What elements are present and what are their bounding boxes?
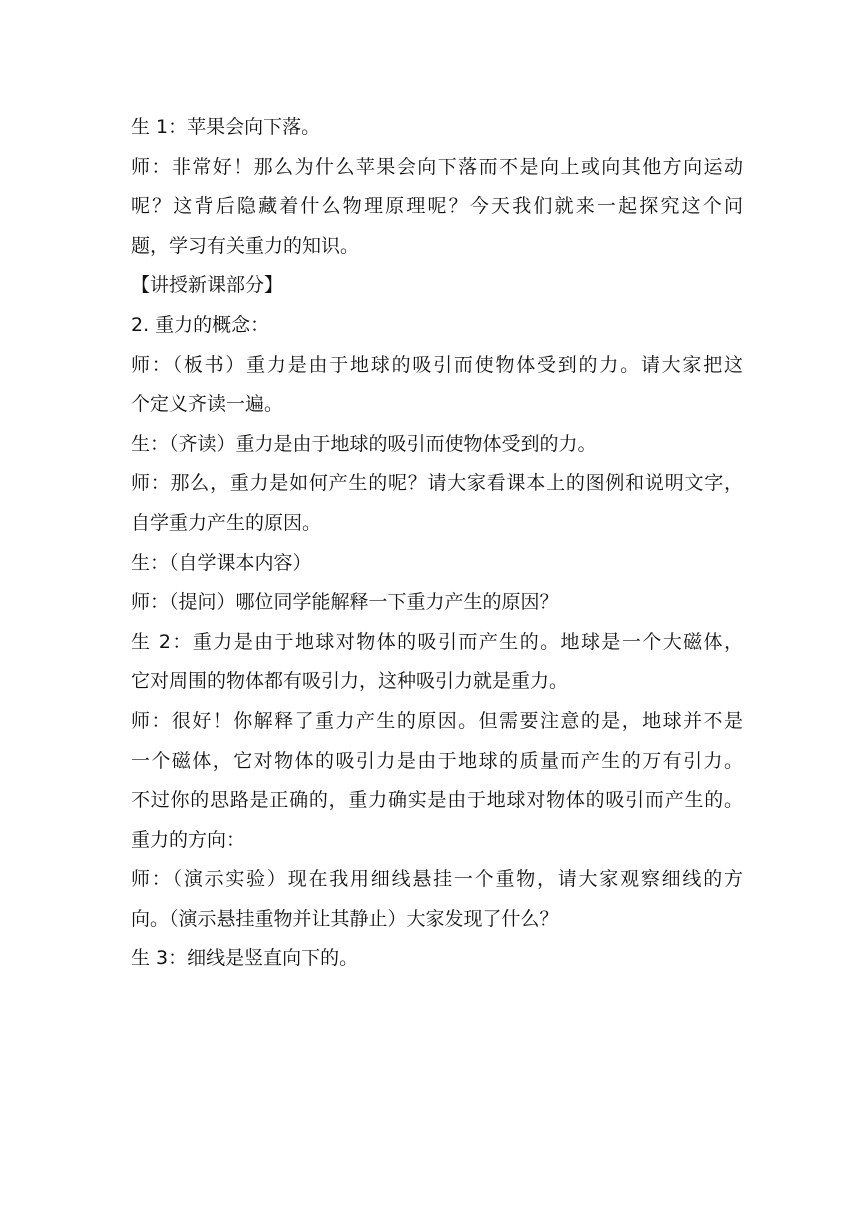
text-line: 生 1：苹果会向下落。 xyxy=(131,116,321,138)
text-line: 师：很好！你解释了重力产生的原因。但需要注意的是，地球并不是 xyxy=(131,709,743,732)
text-line: 生：（自学课本内容） xyxy=(131,551,312,574)
text-line: 【讲授新课部分】 xyxy=(131,274,284,297)
text-line: 生 2：重力是由于地球对物体的吸引而产生的。地球是一个大磁体， xyxy=(131,630,743,653)
text-line: 师：那么，重力是如何产生的呢？请大家看课本上的图例和说明文字， xyxy=(131,472,743,495)
document-body xyxy=(131,108,743,979)
text-line: 它对周围的物体都有吸引力，这种吸引力就是重力。 xyxy=(131,670,569,693)
text-line: 题，学习有关重力的知识。 xyxy=(131,234,360,257)
text-line: 师：（板书）重力是由于地球的吸引而使物体受到的力。请大家把这 xyxy=(131,353,743,376)
text-line: 呢？这背后隐藏着什么物理原理呢？今天我们就来一起探究这个问 xyxy=(131,195,743,218)
text-line: 重力的方向： xyxy=(131,828,246,851)
text-line: 生：（齐读）重力是由于地球的吸引而使物体受到的力。 xyxy=(131,432,597,455)
text-line: 个定义齐读一遍。 xyxy=(131,393,284,416)
text-line: 不过你的思路是正确的，重力确实是由于地球对物体的吸引而产生的。 xyxy=(131,789,743,812)
text-line: 师：非常好！那么为什么苹果会向下落而不是向上或向其他方向运动 xyxy=(131,155,743,178)
text-line: 生 3：细线是竖直向下的。 xyxy=(131,947,359,970)
text-line: 向。（演示悬挂重物并让其静止）大家发现了什么？ xyxy=(131,907,559,930)
text-line: 一个磁体，它对物体的吸引力是由于地球的质量而产生的万有引力。 xyxy=(131,749,743,772)
text-line: 师：（提问）哪位同学能解释一下重力产生的原因？ xyxy=(131,591,559,614)
text-line: 师：（演示实验）现在我用细线悬挂一个重物，请大家观察细线的方 xyxy=(131,868,743,891)
text-line: 2. 重力的概念： xyxy=(131,313,270,336)
text-line: 自学重力产生的原因。 xyxy=(131,511,322,534)
